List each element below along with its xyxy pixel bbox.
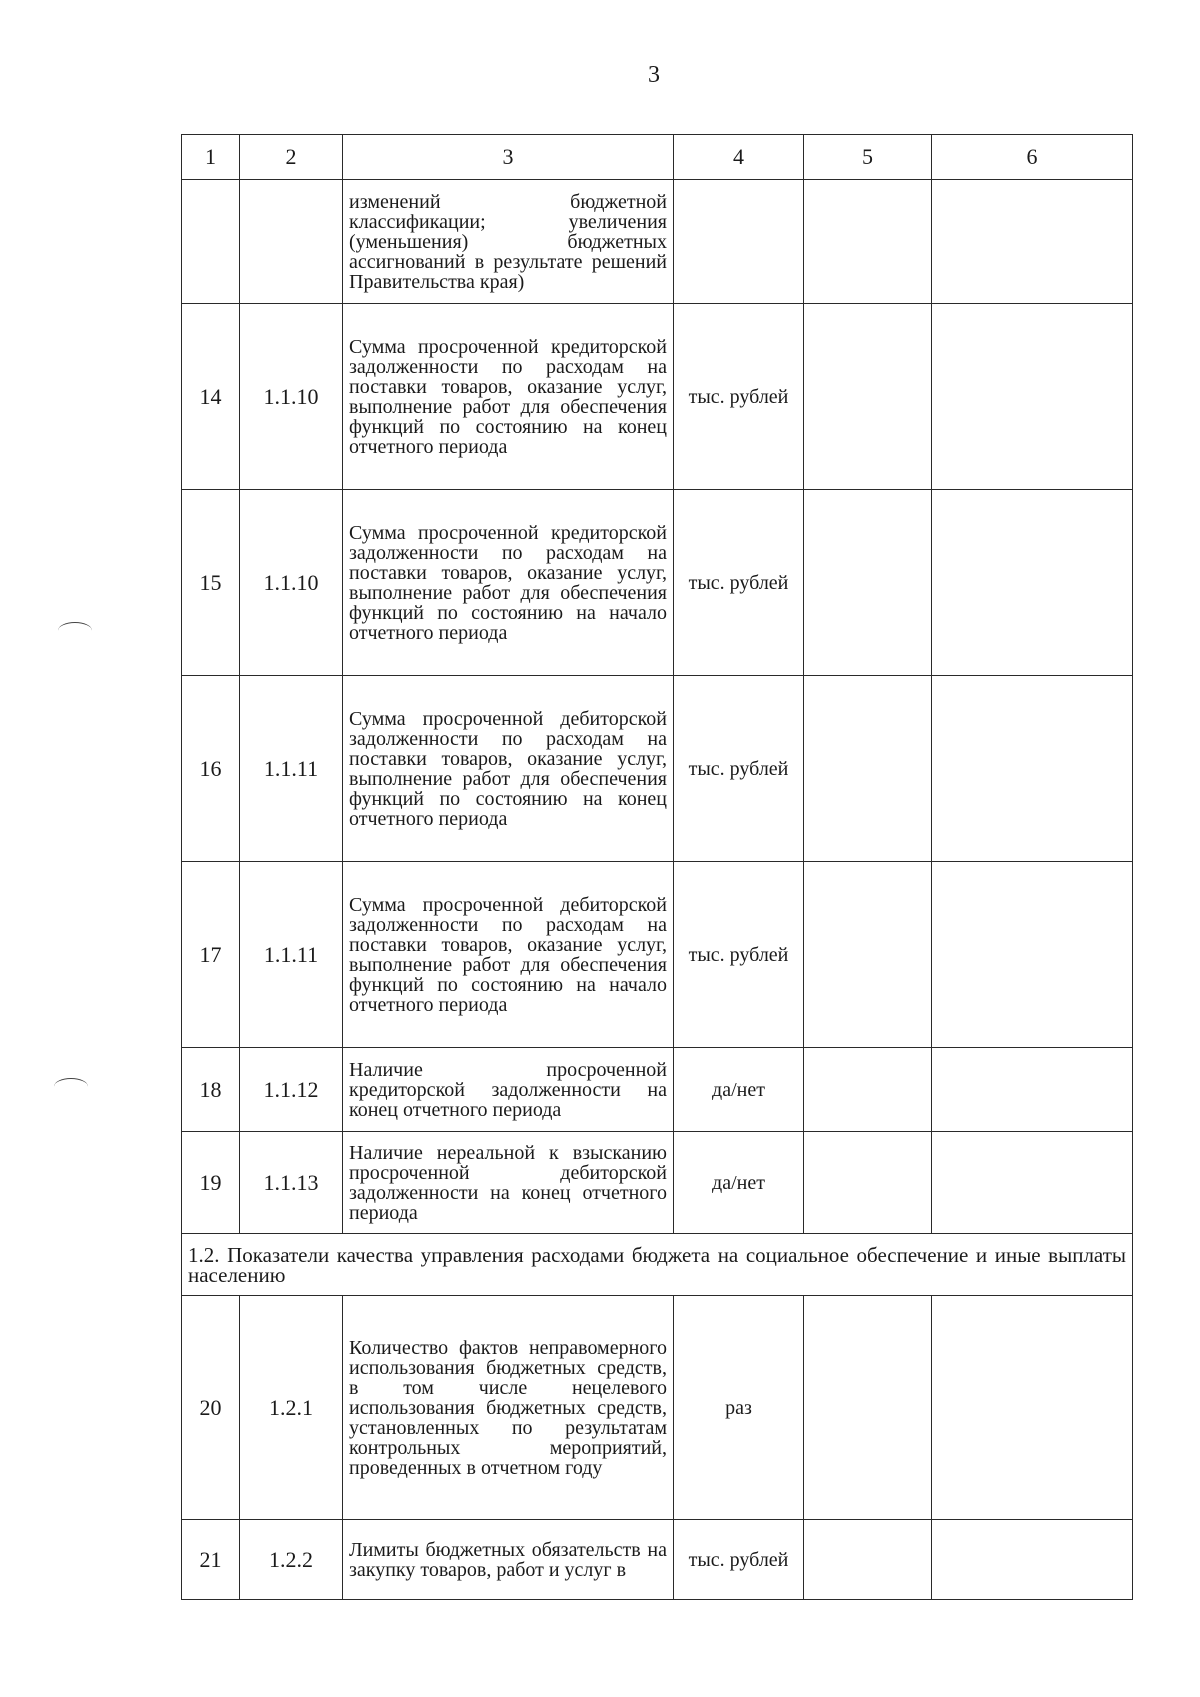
row-number: 18 [182, 1048, 240, 1132]
header-cell: 4 [674, 135, 804, 180]
indicators-table [181, 134, 1133, 1600]
row-code: 1.1.12 [240, 1048, 343, 1132]
row-unit-cell [674, 180, 804, 304]
row-value-cell [932, 1296, 1133, 1520]
header-cell: 5 [804, 135, 932, 180]
row-unit: да/нет [674, 1048, 804, 1132]
section-heading: 1.2. Показатели качества управления расходами бюджета на социальное обеспечение и иные выплаты населению [182, 1234, 1133, 1296]
table-row [182, 1132, 1133, 1234]
row-value-cell [804, 180, 932, 304]
scan-mark [58, 622, 92, 639]
table-row [182, 676, 1133, 862]
row-value-cell [932, 490, 1133, 676]
row-number: 14 [182, 304, 240, 490]
scan-mark [54, 1078, 88, 1095]
section-heading-row [182, 1234, 1133, 1296]
row-number-cell [182, 180, 240, 304]
column-number-header-row [182, 135, 1133, 180]
header-cell: 6 [932, 135, 1133, 180]
row-code: 1.1.13 [240, 1132, 343, 1234]
table-row [182, 490, 1133, 676]
row-code: 1.2.2 [240, 1520, 343, 1600]
row-value-cell [932, 1520, 1133, 1600]
row-unit: тыс. рублей [674, 490, 804, 676]
row-value-cell [932, 304, 1133, 490]
table-row [182, 862, 1133, 1048]
row-unit: тыс. рублей [674, 304, 804, 490]
table-row [182, 1048, 1133, 1132]
row-unit: тыс. рублей [674, 1520, 804, 1600]
row-value-cell [804, 676, 932, 862]
page-number-container [0, 62, 1200, 92]
row-code: 1.1.10 [240, 304, 343, 490]
row-code: 1.1.11 [240, 676, 343, 862]
table-row [182, 1520, 1133, 1600]
table-row-continued [182, 180, 1133, 304]
row-code: 1.1.10 [240, 490, 343, 676]
row-value-cell [932, 862, 1133, 1048]
row-number: 21 [182, 1520, 240, 1600]
row-value-cell [804, 1520, 932, 1600]
row-code-cell [240, 180, 343, 304]
row-value-cell [804, 1132, 932, 1234]
row-number: 16 [182, 676, 240, 862]
row-value-cell [804, 1296, 932, 1520]
row-description: Наличие просроченной кредиторской задолженности на конец отчетного периода [343, 1048, 674, 1132]
row-number: 15 [182, 490, 240, 676]
row-value-cell [932, 1048, 1133, 1132]
row-value-cell [932, 1132, 1133, 1234]
row-code: 1.1.11 [240, 862, 343, 1048]
table-row [182, 304, 1133, 490]
row-description: Сумма просроченной дебиторской задолженности по расходам на поставки товаров, оказание услуг, выполнение работ для обеспечения функций по состоянию на конец отчетного периода [343, 676, 674, 862]
header-cell: 1 [182, 135, 240, 180]
row-value-cell [804, 862, 932, 1048]
row-unit: тыс. рублей [674, 676, 804, 862]
row-description: Сумма просроченной дебиторской задолженности по расходам на поставки товаров, оказание услуг, выполнение работ для обеспечения функций по состоянию на начало отчетного периода [343, 862, 674, 1048]
row-description: Наличие нереальной к взысканию просроченной дебиторской задолженности на конец отчетного периода [343, 1132, 674, 1234]
row-code: 1.2.1 [240, 1296, 343, 1520]
row-description: Количество фактов неправомерного использования бюджетных средств, в том числе нецелевого использования бюджетных средств, установленных по результатам контрольных мероприятий, проведенных в отчетном году [343, 1296, 674, 1520]
row-value-cell [804, 304, 932, 490]
row-description: изменений бюджетной классификации; увеличения (уменьшения) бюджетных ассигнований в результате решений Правительства края) [343, 180, 674, 304]
row-description: Сумма просроченной кредиторской задолженности по расходам на поставки товаров, оказание услуг, выполнение работ для обеспечения функций по состоянию на конец отчетного периода [343, 304, 674, 490]
row-number: 17 [182, 862, 240, 1048]
row-number: 20 [182, 1296, 240, 1520]
row-description: Лимиты бюджетных обязательств на закупку товаров, работ и услуг в [343, 1520, 674, 1600]
row-description: Сумма просроченной кредиторской задолженности по расходам на поставки товаров, оказание услуг, выполнение работ для обеспечения функций по состоянию на начало отчетного периода [343, 490, 674, 676]
row-value-cell [932, 676, 1133, 862]
row-unit: раз [674, 1296, 804, 1520]
header-cell: 3 [343, 135, 674, 180]
row-unit: тыс. рублей [674, 862, 804, 1048]
row-value-cell [804, 490, 932, 676]
row-number: 19 [182, 1132, 240, 1234]
row-value-cell [932, 180, 1133, 304]
row-value-cell [804, 1048, 932, 1132]
header-cell: 2 [240, 135, 343, 180]
page-number: 3 [648, 62, 660, 88]
table-row [182, 1296, 1133, 1520]
row-unit: да/нет [674, 1132, 804, 1234]
